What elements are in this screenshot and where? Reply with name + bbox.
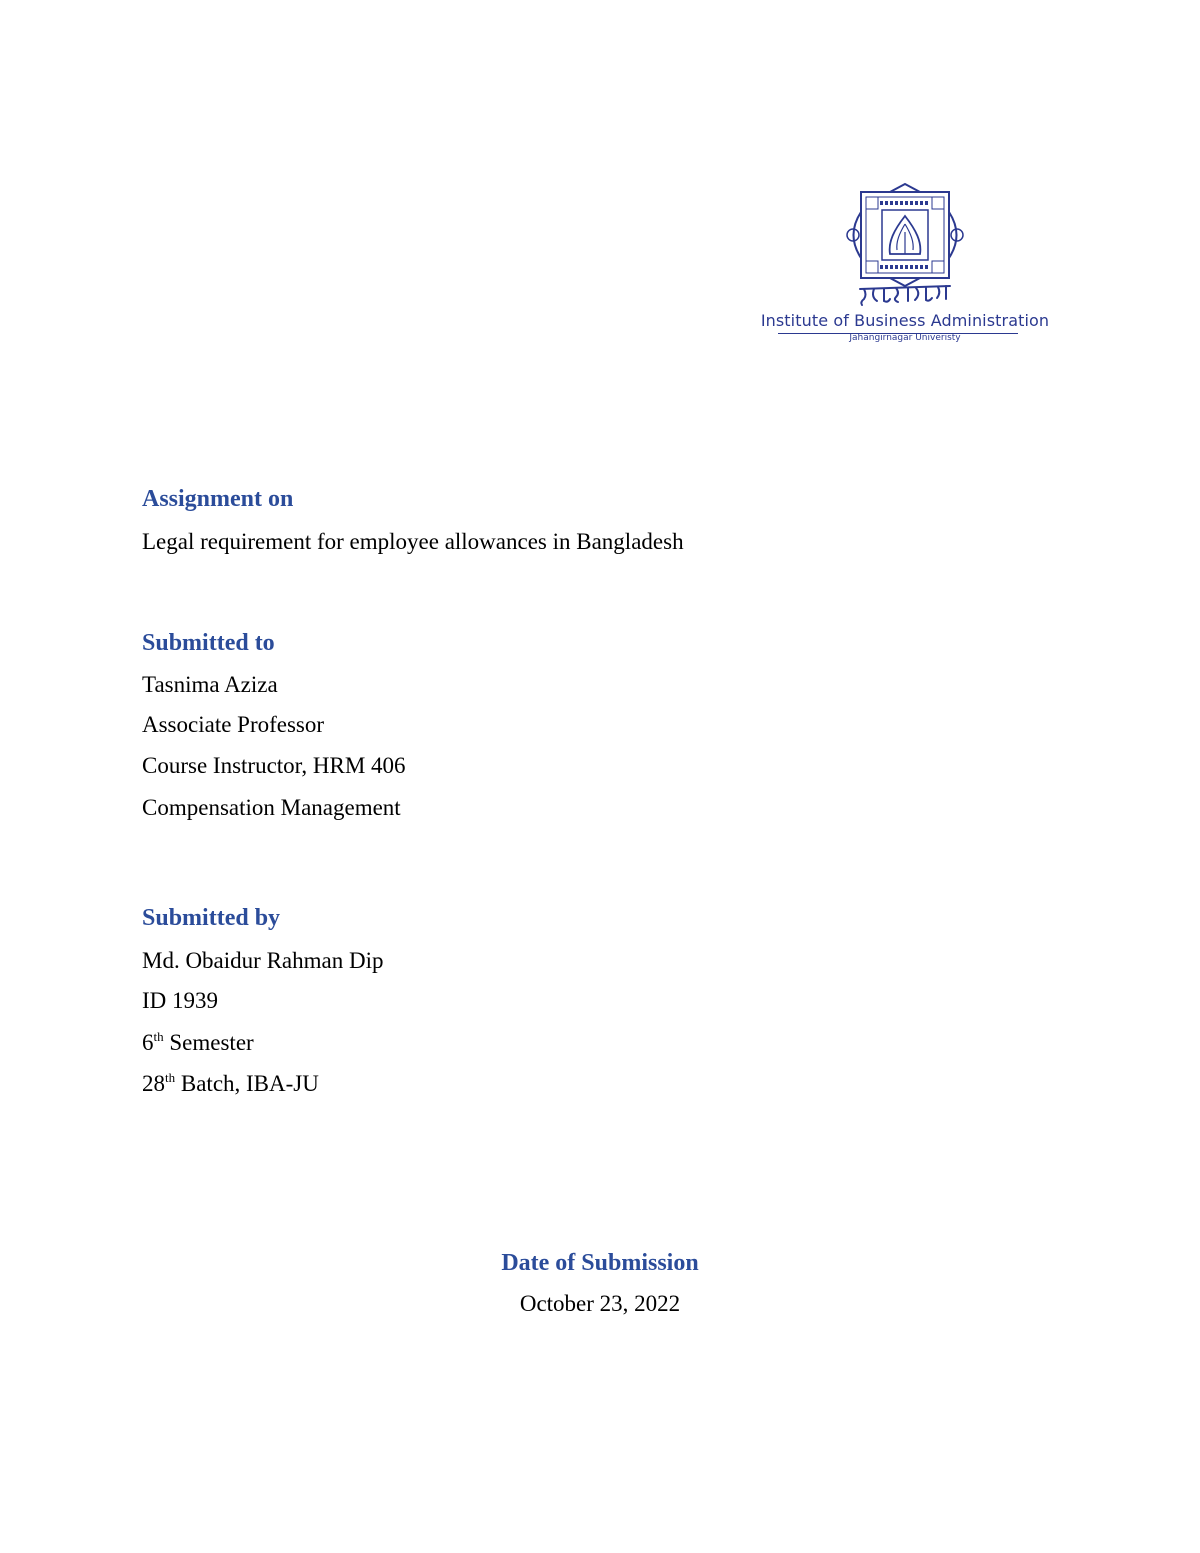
course-instructor: Course Instructor, HRM 406 [142,753,406,778]
submission-date-heading: Date of Submission [501,1250,699,1276]
student-semester: 6th Semester [142,1029,254,1055]
assignment-title: Legal requirement for employee allowances in Bangladesh [142,529,684,554]
submitted-by-heading: Submitted by [142,905,281,931]
logo-university-name: Jahangirnagar Univeristy [849,333,961,343]
submission-date: October 23, 2022 [519,1291,681,1316]
assignment-heading: Assignment on [142,486,294,512]
course-subject: Compensation Management [142,795,401,820]
submitted-to-heading: Submitted to [142,630,275,656]
student-batch: 28th Batch, IBA-JU [142,1070,319,1096]
instructor-name: Tasnima Aziza [142,672,278,697]
student-id: ID 1939 [142,988,219,1013]
instructor-designation: Associate Professor [142,712,325,737]
student-name: Md. Obaidur Rahman Dip [142,948,384,973]
logo-institute-name: Institute of Business Administration [760,311,1050,330]
